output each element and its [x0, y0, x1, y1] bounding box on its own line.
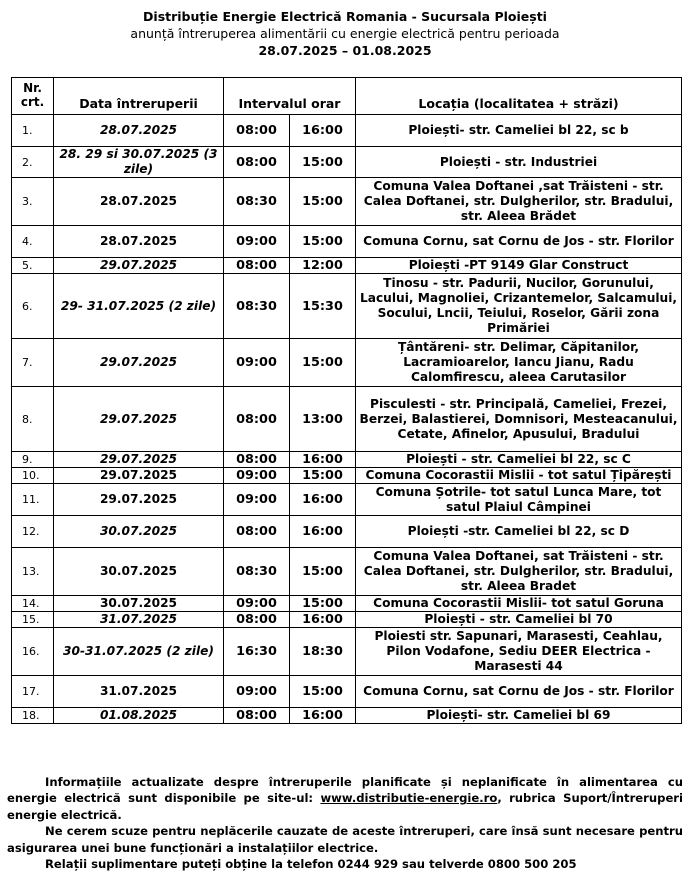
notice-title: Distribuție Energie Electrică Romania - Sucursala Ploiești — [143, 9, 547, 24]
end-time: 15:00 — [290, 468, 356, 484]
table-row — [12, 612, 682, 628]
table-row — [12, 484, 682, 516]
start-time: 09:00 — [224, 676, 290, 708]
end-time: 15:30 — [290, 274, 356, 339]
location-streets: Ploiești -PT 9149 Glar Construct — [356, 258, 682, 274]
col-location-header: Locația (localitatea + străzi) — [356, 78, 682, 115]
interruption-date: 30.07.2025 — [54, 548, 224, 596]
col-nr-line1: Nr. — [23, 81, 42, 95]
interruption-date: 28.07.2025 — [54, 226, 224, 258]
interruption-date: 28.07.2025 — [54, 178, 224, 226]
table-header-row — [12, 78, 682, 115]
row-number: 17. — [12, 676, 54, 708]
col-date-header: Data întreruperii — [54, 78, 224, 115]
table-row — [12, 468, 682, 484]
interruption-date: 29.07.2025 — [54, 339, 224, 387]
interruption-date: 29.07.2025 — [54, 452, 224, 468]
interruption-date: 31.07.2025 — [54, 612, 224, 628]
interruption-date: 29.07.2025 — [54, 468, 224, 484]
table-row — [12, 115, 682, 147]
interruption-date: 30.07.2025 — [54, 596, 224, 612]
row-number: 4. — [12, 226, 54, 258]
table-row — [12, 708, 682, 724]
end-time: 16:00 — [290, 516, 356, 548]
end-time: 16:00 — [290, 708, 356, 724]
row-number: 6. — [12, 274, 54, 339]
row-number: 12. — [12, 516, 54, 548]
start-time: 09:00 — [224, 226, 290, 258]
start-time: 08:00 — [224, 258, 290, 274]
table-row — [12, 548, 682, 596]
row-number: 10. — [12, 468, 54, 484]
location-streets: Ploiești -str. Cameliei bl 22, sc D — [356, 516, 682, 548]
table-row — [12, 628, 682, 676]
end-time: 13:00 — [290, 387, 356, 452]
footer-info-text: Informațiile actualizate despre întreruperile planificate și neplanificate în alimentarea cu energie electrică sunt disponibile pe site-ul: — [7, 775, 683, 806]
interruption-date: 31.07.2025 — [54, 676, 224, 708]
end-time: 15:00 — [290, 147, 356, 178]
footer-apology: Ne cerem scuze pentru neplăcerile cauzate de aceste întreruperi, care însă sunt necesare pentru asigurarea unei bune funcționări a instalațiilor electrice. — [7, 824, 683, 855]
end-time: 15:00 — [290, 226, 356, 258]
website-link[interactable]: www.distributie-energie.ro — [320, 791, 498, 806]
location-streets: Ploiești- str. Cameliei bl 22, sc b — [356, 115, 682, 147]
end-time: 12:00 — [290, 258, 356, 274]
row-number: 18. — [12, 708, 54, 724]
table-row — [12, 516, 682, 548]
end-time: 16:00 — [290, 115, 356, 147]
start-time: 08:00 — [224, 387, 290, 452]
interruption-date: 30-31.07.2025 (2 zile) — [54, 628, 224, 676]
interruption-date: 01.08.2025 — [54, 708, 224, 724]
location-streets: Comuna Șotrile- tot satul Lunca Mare, tot satul Plaiul Câmpinei — [356, 484, 682, 516]
row-number: 9. — [12, 452, 54, 468]
interruption-date: 29.07.2025 — [54, 387, 224, 452]
end-time: 15:00 — [290, 596, 356, 612]
table-row — [12, 147, 682, 178]
start-time: 09:00 — [224, 339, 290, 387]
location-streets: Comuna Cornu, sat Cornu de Jos - str. Florilor — [356, 676, 682, 708]
interruption-date: 29.07.2025 — [54, 484, 224, 516]
start-time: 08:00 — [224, 452, 290, 468]
start-time: 08:00 — [224, 147, 290, 178]
notice-subtitle: anunță întreruperea alimentării cu energie electrică pentru perioada — [130, 26, 560, 41]
footer-info-tail: , rubrica Suport/Întreruperi energie electrică. — [7, 791, 684, 822]
col-interval-header: Intervalul orar — [224, 78, 356, 115]
col-nr-line2: crt. — [20, 95, 45, 109]
col-nr-header — [12, 78, 54, 115]
table-row — [12, 596, 682, 612]
end-time: 16:00 — [290, 612, 356, 628]
location-streets: Comuna Cocorastii Mislii- tot satul Goruna — [356, 596, 682, 612]
table-row — [12, 274, 682, 339]
table-row — [12, 339, 682, 387]
table-row — [12, 226, 682, 258]
row-number: 8. — [12, 387, 54, 452]
footer-contact: Relații suplimentare puteți obține la telefon 0244 929 sau telverde 0800 500 205 — [45, 857, 577, 872]
start-time: 08:00 — [224, 708, 290, 724]
row-number: 15. — [12, 612, 54, 628]
location-streets: Tinosu - str. Padurii, Nucilor, Gorunului, Lacului, Magnoliei, Crizantemelor, Salcamului, Socului, Lncii, Teiului, Roselor, Gării zona Primăriei — [356, 274, 682, 339]
location-streets: Comuna Cocorastii Mislii - tot satul Țipărești — [356, 468, 682, 484]
row-number: 3. — [12, 178, 54, 226]
interruption-date: 28.07.2025 — [54, 115, 224, 147]
row-number: 2. — [12, 147, 54, 178]
interruption-date: 28. 29 si 30.07.2025 (3 zile) — [54, 147, 224, 178]
table-body — [12, 115, 682, 724]
end-time: 15:00 — [290, 178, 356, 226]
notice-period: 28.07.2025 – 01.08.2025 — [258, 43, 432, 58]
start-time: 08:30 — [224, 178, 290, 226]
location-streets: Ploiești - str. Industriei — [356, 147, 682, 178]
start-time: 08:00 — [224, 115, 290, 147]
outage-table — [11, 77, 682, 724]
table-row — [12, 387, 682, 452]
start-time: 08:30 — [224, 274, 290, 339]
table-row — [12, 258, 682, 274]
location-streets: Ploiesti str. Sapunari, Marasesti, Ceahlau, Pilon Vodafone, Sediu DEER Electrica - Marasesti 44 — [356, 628, 682, 676]
interruption-date: 29- 31.07.2025 (2 zile) — [54, 274, 224, 339]
row-number: 11. — [12, 484, 54, 516]
end-time: 15:00 — [290, 676, 356, 708]
row-number: 1. — [12, 115, 54, 147]
end-time: 16:00 — [290, 484, 356, 516]
start-time: 08:30 — [224, 548, 290, 596]
location-streets: Ploiești- str. Cameliei bl 69 — [356, 708, 682, 724]
start-time: 09:00 — [224, 468, 290, 484]
row-number: 14. — [12, 596, 54, 612]
row-number: 13. — [12, 548, 54, 596]
interruption-date: 30.07.2025 — [54, 516, 224, 548]
row-number: 5. — [12, 258, 54, 274]
location-streets: Comuna Cornu, sat Cornu de Jos - str. Florilor — [356, 226, 682, 258]
location-streets: Pisculesti - str. Principală, Cameliei, Frezei, Berzei, Balastierei, Domnisori, Mesteacanului, Cetate, Afinelor, Apusului, Bradului — [356, 387, 682, 452]
start-time: 09:00 — [224, 596, 290, 612]
footer — [7, 774, 683, 872]
row-number: 7. — [12, 339, 54, 387]
location-streets: Țântăreni- str. Delimar, Căpitanilor, Lacramioarelor, Iancu Jianu, Radu Calomfirescu, aleea Carutasilor — [356, 339, 682, 387]
end-time: 15:00 — [290, 339, 356, 387]
row-number: 16. — [12, 628, 54, 676]
end-time: 16:00 — [290, 452, 356, 468]
start-time: 08:00 — [224, 516, 290, 548]
table-row — [12, 676, 682, 708]
interruption-date: 29.07.2025 — [54, 258, 224, 274]
location-streets: Ploiești - str. Cameliei bl 22, sc C — [356, 452, 682, 468]
location-streets: Comuna Valea Doftanei, sat Trăisteni - str. Calea Doftanei, str. Dulgherilor, str. Bradului, str. Aleea Bradet — [356, 548, 682, 596]
table-row — [12, 178, 682, 226]
start-time: 16:30 — [224, 628, 290, 676]
start-time: 09:00 — [224, 484, 290, 516]
start-time: 08:00 — [224, 612, 290, 628]
location-streets: Ploiești - str. Cameliei bl 70 — [356, 612, 682, 628]
end-time: 18:30 — [290, 628, 356, 676]
table-row — [12, 452, 682, 468]
end-time: 15:00 — [290, 548, 356, 596]
footer-info — [7, 774, 683, 823]
location-streets: Comuna Valea Doftanei ,sat Trăisteni - str. Calea Doftanei, str. Dulgherilor, str. Bradului, str. Aleea Brădet — [356, 178, 682, 226]
